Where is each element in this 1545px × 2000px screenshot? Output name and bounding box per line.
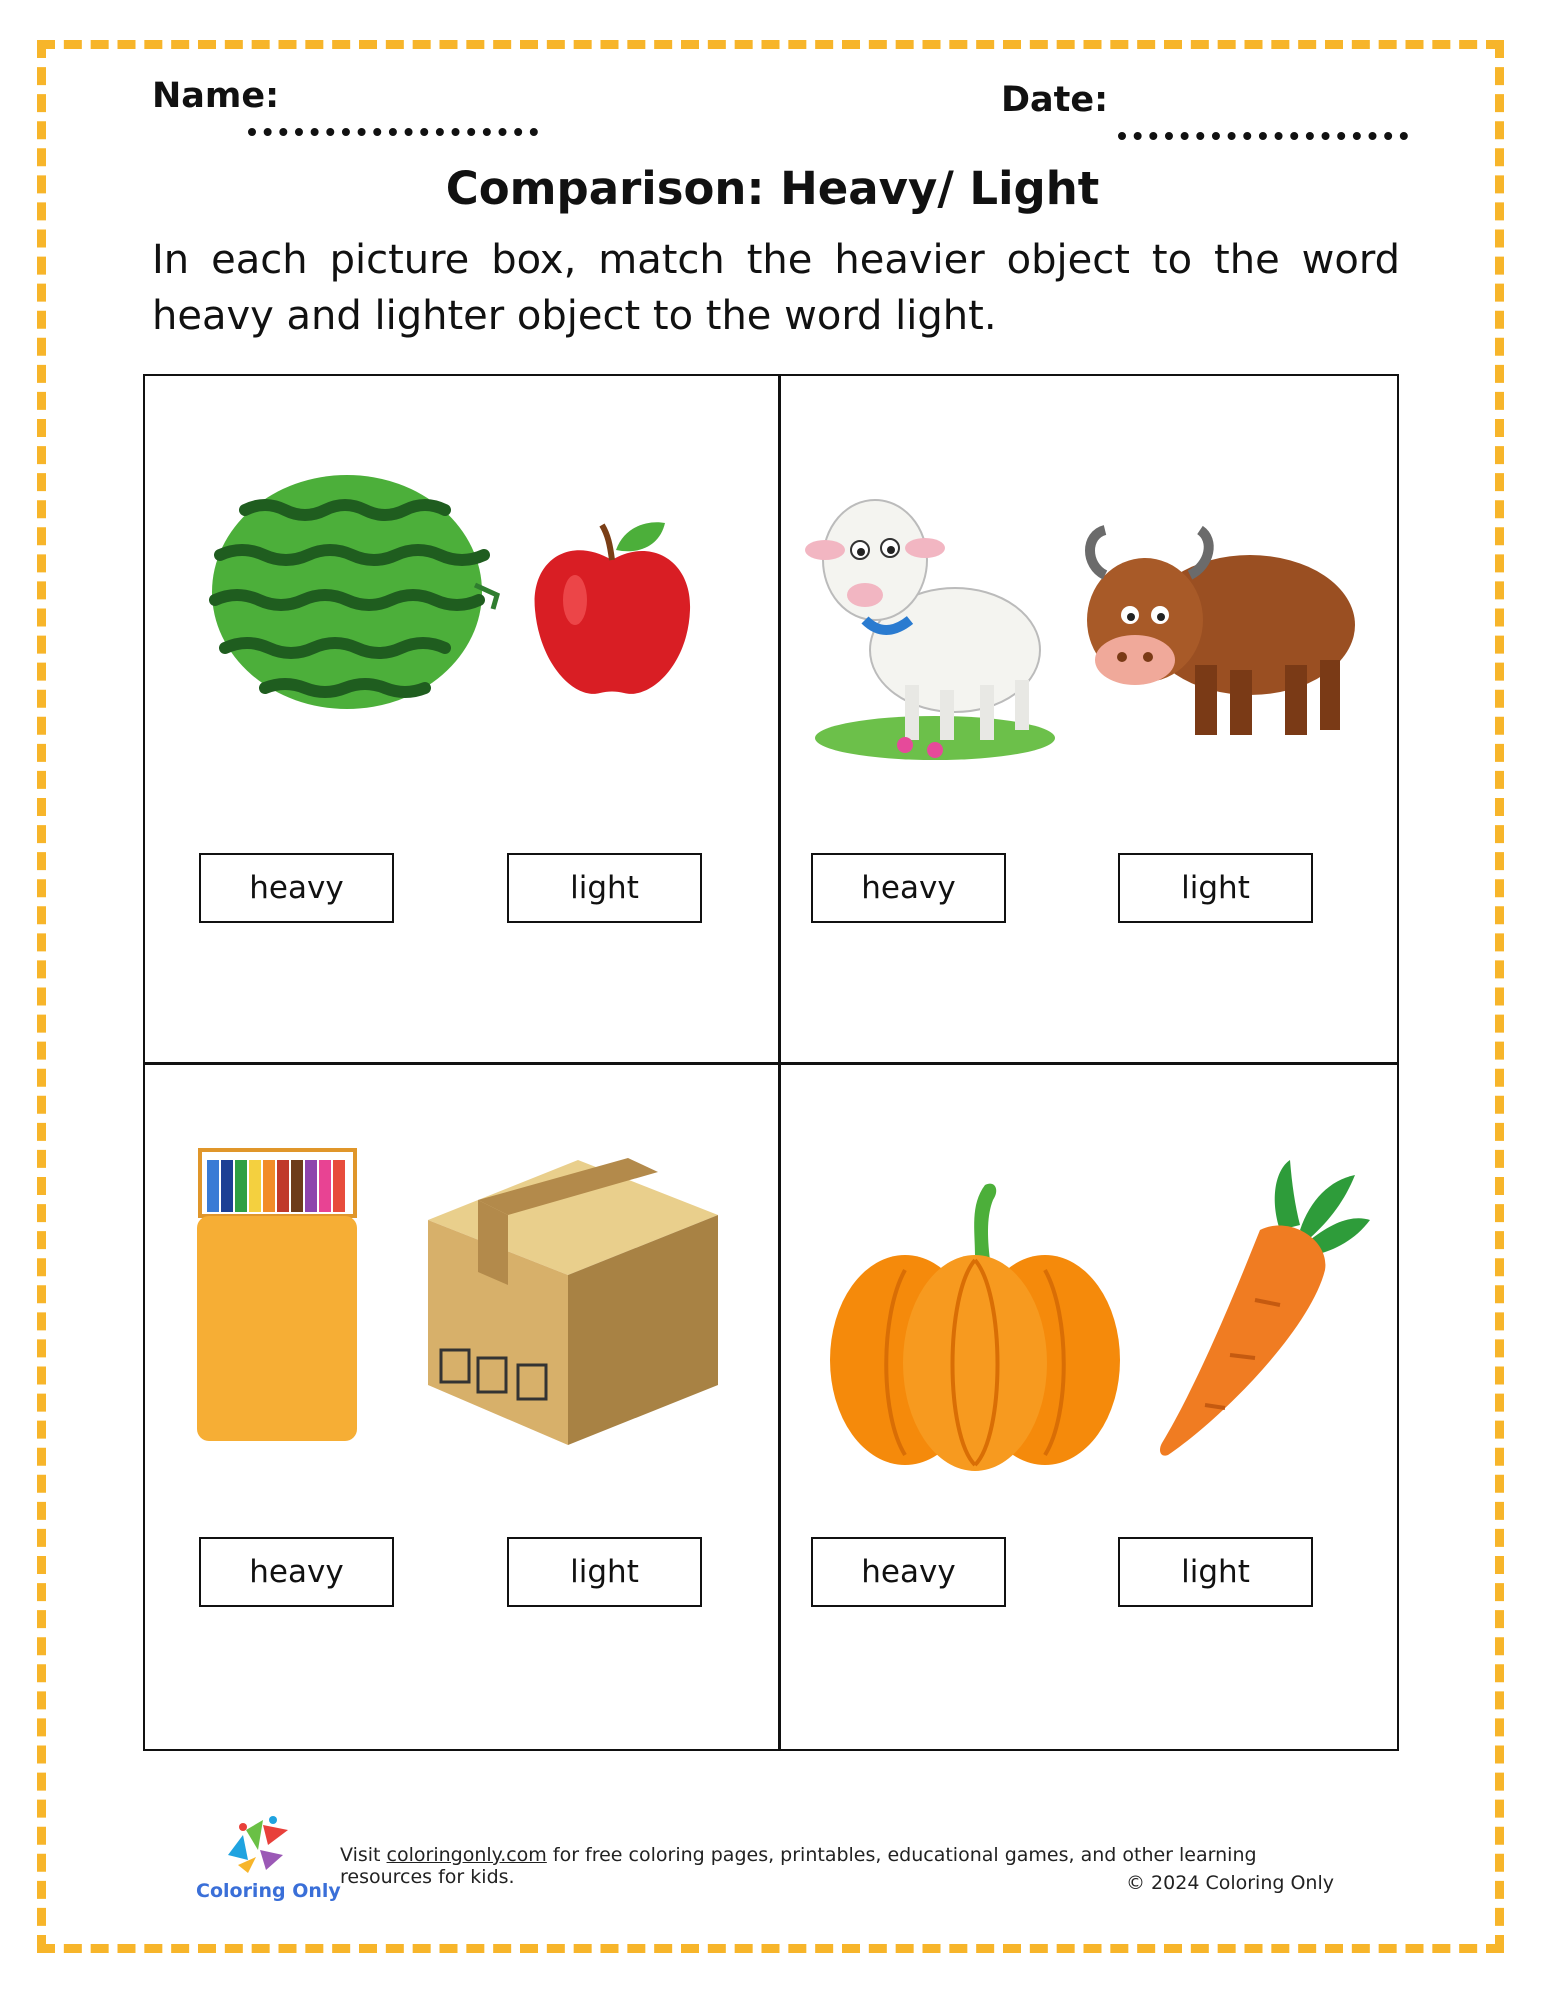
logo-text: Coloring Only	[196, 1880, 341, 1902]
instructions: In each picture box, match the heavier object to the word heavy and lighter object to the word light.	[152, 237, 1400, 339]
visit-prefix: Visit	[340, 1844, 381, 1866]
heavy-word-box-1[interactable]: heavy	[199, 853, 394, 923]
light-word-box-2[interactable]: light	[1118, 853, 1313, 923]
heavy-word-box-4[interactable]: heavy	[811, 1537, 1006, 1607]
name-label: Name:	[152, 76, 280, 116]
watermelon-image	[205, 470, 510, 720]
light-word-box-4[interactable]: light	[1118, 1537, 1313, 1607]
worksheet-title: Comparison: Heavy/ Light	[445, 162, 1100, 215]
cardboard-box-image	[423, 1160, 723, 1445]
coloringonly-link[interactable]: coloringonly.com	[386, 1844, 547, 1866]
carrot-image	[1160, 1160, 1370, 1460]
light-word-box-3[interactable]: light	[507, 1537, 702, 1607]
sheep-image	[805, 480, 1060, 765]
light-word-box-1[interactable]: light	[507, 853, 702, 923]
coloring-only-logo-icon	[218, 1815, 298, 1875]
pumpkin-image	[825, 1175, 1125, 1475]
grid-divider-horizontal	[143, 1062, 1399, 1065]
name-line[interactable]	[248, 128, 538, 136]
heavy-word-box-3[interactable]: heavy	[199, 1537, 394, 1607]
apple-image	[530, 515, 695, 700]
yak-image	[1080, 525, 1360, 740]
heavy-word-box-2[interactable]: heavy	[811, 853, 1006, 923]
copyright-text: © 2024 Coloring Only	[1126, 1872, 1334, 1894]
date-label: Date:	[1001, 80, 1109, 120]
pencil-box-image	[195, 1150, 360, 1445]
visit-suffix: for free coloring pages, printables, educational games, and other learning resources for kids.	[340, 1844, 1257, 1888]
date-line[interactable]	[1118, 132, 1408, 140]
